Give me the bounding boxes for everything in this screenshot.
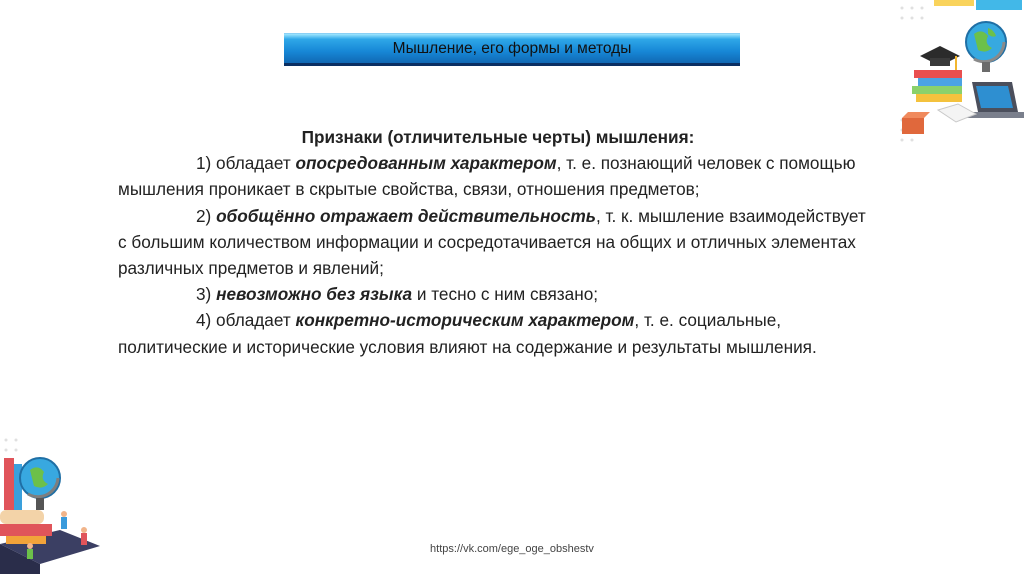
list-item: 2) обобщённо отражает действительность, т. к. мышление взаимодействует с большим количеством информации и сосредотачивается на общих и отличных элементах различных предметов и явлений; (118, 205, 866, 279)
emphasis-text: конкретно-историческим характером (295, 310, 635, 331)
emphasis-text: опосредованным характером (295, 153, 557, 174)
slide-content (118, 124, 878, 360)
content-heading: Признаки (отличительные черты) мышления: (301, 127, 695, 147)
emphasis-text: невозможно без языка (216, 284, 413, 305)
slide-title: Мышление, его формы и методы (392, 39, 632, 57)
footer-link[interactable]: https://vk.com/ege_oge_obshestv (430, 543, 594, 555)
list-item: 1) обладает опосредованным характером, т. е. познающий человек с помощью мышления проникает в скрытые свойства, связи, отношения предметов; (118, 153, 856, 200)
list-item: 3) невозможно без языка и тесно с ним связано; (196, 284, 599, 305)
emphasis-text: обобщённо отражает действительность (216, 205, 596, 226)
slide-title-bar (284, 33, 740, 66)
education-illustration-top-right (894, 0, 1024, 145)
list-item: 4) обладает конкретно-историческим характером, т. е. социальные, политические и исторические условия влияют на содержание и результаты мышления. (118, 310, 817, 357)
